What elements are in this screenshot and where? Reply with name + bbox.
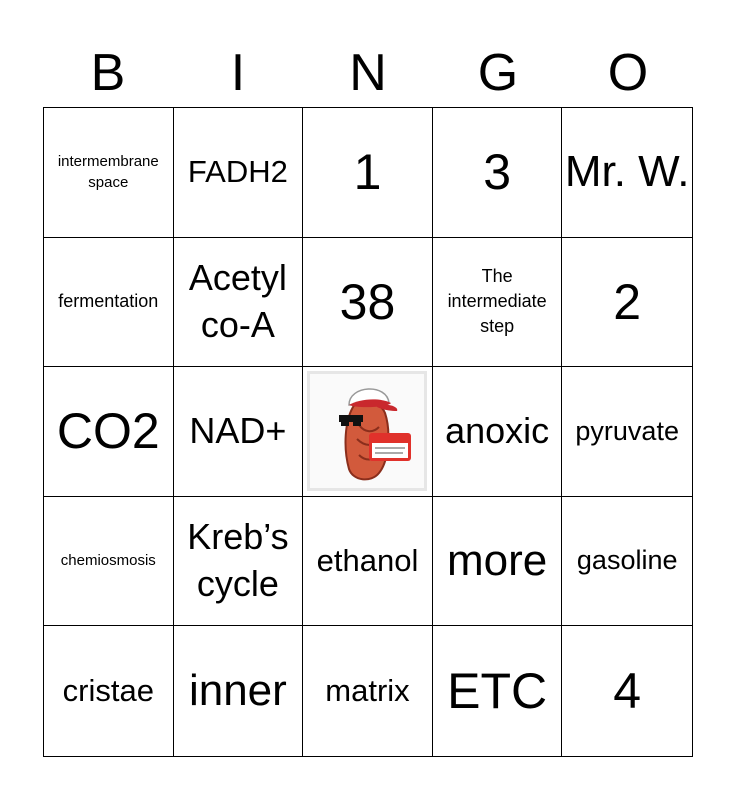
bingo-cell-text: matrix [325,673,410,709]
bingo-cell[interactable] [562,497,692,627]
bingo-cell-text: ETC [447,662,548,719]
bingo-cell-text: Mr. W. [564,147,690,197]
header-letter-o: O [607,44,649,102]
bingo-cell-text: cristae [62,673,154,709]
bingo-cell[interactable] [433,367,563,497]
bingo-cell[interactable] [433,497,563,627]
bingo-cell[interactable] [44,367,174,497]
bingo-cell[interactable] [44,497,174,627]
bingo-cell[interactable] [303,108,433,238]
bingo-cell[interactable] [174,108,304,238]
bingo-cell-text: 3 [483,144,511,201]
bingo-cell-free-space[interactable] [303,367,433,497]
bingo-cell[interactable] [433,238,563,368]
bingo-cell-text: Acetyl co-A [188,257,287,345]
bingo-cell[interactable] [174,626,304,756]
bingo-cell-text: anoxic [445,410,550,452]
bingo-cell-text: pyruvate [575,415,679,446]
bingo-cell-text: The intermediate step [447,266,547,337]
bingo-cell[interactable] [433,626,563,756]
bingo-cell[interactable] [174,497,304,627]
bingo-cell[interactable] [44,626,174,756]
bingo-cell-text: 38 [339,273,396,330]
bingo-cell[interactable] [562,108,692,238]
bingo-cell-text: 2 [613,273,642,330]
bingo-cell[interactable] [44,238,174,368]
bingo-cell[interactable] [174,367,304,497]
bingo-cell-text: intermembrane space [57,152,159,192]
bingo-cell[interactable] [303,238,433,368]
bingo-cell-text: ethanol [316,543,419,579]
bingo-cell[interactable] [174,238,304,368]
bingo-cell[interactable] [433,108,563,238]
bingo-cell[interactable] [303,626,433,756]
free-space-image [310,374,424,488]
mitochondria-mascot-icon [319,377,415,485]
bingo-cell-text: Kreb’s cycle [187,516,289,605]
header-letter-i: I [230,44,246,102]
bingo-cell-text: 4 [613,663,642,720]
bingo-cell-text: chemiosmosis [60,552,156,570]
free-space-image-frame [307,371,427,491]
header-letter-g: G [477,44,519,102]
header-letter-b: B [90,44,126,102]
bingo-cell-text: 1 [353,144,382,201]
bingo-cell[interactable] [562,626,692,756]
header-letter-n: N [349,44,387,102]
bingo-cell[interactable] [562,367,692,497]
bingo-header [43,40,693,106]
bingo-cell-text: CO2 [56,402,160,459]
bingo-cell-text: NAD+ [189,410,287,452]
bingo-cell[interactable] [44,108,174,238]
bingo-cell-text: gasoline [576,545,678,576]
bingo-cell-text: inner [188,666,287,716]
bingo-cell-text: fermentation [58,291,159,312]
bingo-cell[interactable] [303,497,433,627]
bingo-cell-text: FADH2 [187,154,288,190]
bingo-board [43,107,693,757]
bingo-cell[interactable] [562,238,692,368]
bingo-cell-text: more [446,536,548,585]
